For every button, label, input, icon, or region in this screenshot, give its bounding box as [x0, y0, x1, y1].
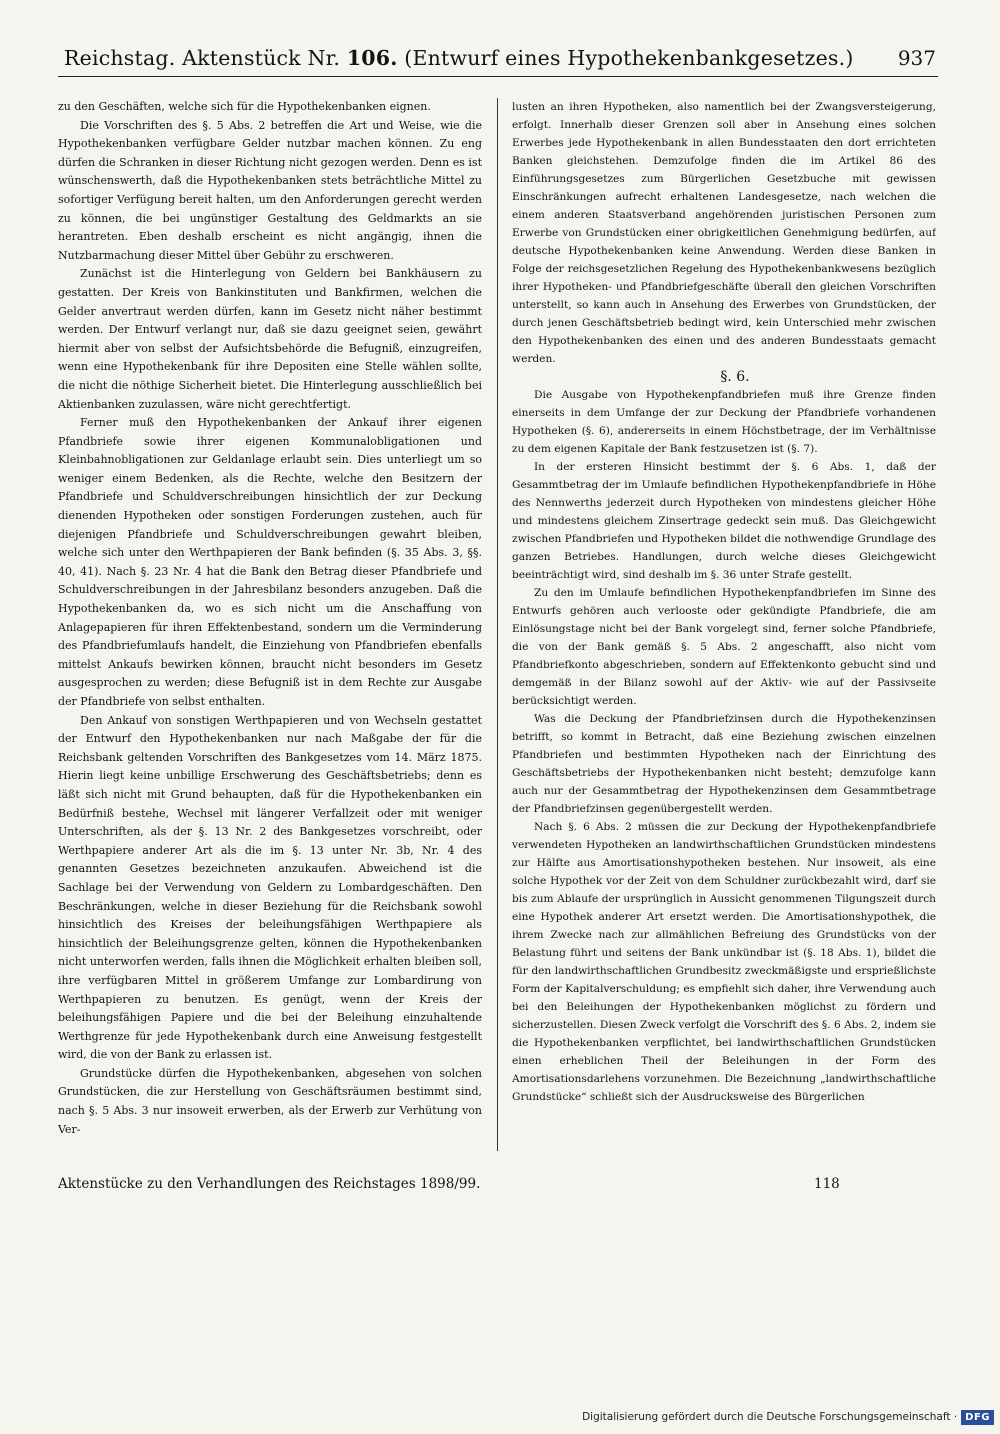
paragraph: Die Vorschriften des §. 5 Abs. 2 betreffen die Art und Weise, wie die Hypothekenbanken verfügbare Gelder nutzbar machen können. Zu eng dürfen die Schranken in dieser Richtung nicht gezogen werden. Denn es ist wünschenswerth, daß die Hypothekenbanken stets beträchtliche Mittel zu sofortiger Verfügung bereit halten, um den Anforderungen gerecht werden zu können, die bei ungünstiger Gestaltung des Geldmarkts an sie herantreten. Eben deshalb erscheint es nicht angängig, ihnen die Nutzbarmachung dieser Mittel über Gebühr zu erschweren. [58, 118, 482, 262]
paragraph: Was die Deckung der Pfandbriefzinsen durch die Hypothekenzinsen betrifft, so kommt in Betracht, daß eine Beziehung zwischen einzelnen Pfandbriefen und bestimmten Hypotheken nach der Einrichtung des Geschäftsbetriebs der Hypothekenbanken nicht besteht; demzufolge kann auch nur der Gesammtbetrag der Hypothekenzinsen dem Gesammtbetrage der Pfandbriefzinsen gegenübergestellt werden. [512, 713, 936, 815]
paragraph: Grundstücke dürfen die Hypothekenbanken, abgesehen von solchen Grundstücken, die zur Herstellung von Geschäftsräumen bestimmt sind, nach §. 5 Abs. 3 nur insoweit erwerben, als der Erwerb zur Verhütung von Ver- [58, 1066, 482, 1136]
running-head-subtitle: (Entwurf eines Hypothekenbankgesetzes.) [397, 46, 854, 70]
running-head [64, 46, 854, 70]
paragraph: In der ersteren Hinsicht bestimmt der §. 6 Abs. 1, daß der Gesammtbetrag der im Umlaufe befindlichen Hypothekenpfandbriefe in Höhe des Nennwerths jederzeit durch Hypotheken von mindestens gleicher Höhe und mindestens gleichem Zinsertrage gedeckt sein muß. Das Gleichgewicht zwischen Pfandbriefen und Hypotheken bildet die nothwendige Grundlage des ganzen Betriebes. Handlungen, durch welche dieses Gleichgewicht beeinträchtigt wird, sind deshalb im §. 36 unter Strafe gestellt. [512, 461, 936, 581]
credit-text: Digitalisierung gefördert durch die Deutsche Forschungsgemeinschaft · [582, 1411, 958, 1423]
footer-source: Aktenstücke zu den Verhandlungen des Reichstages 1898/99. [58, 1176, 481, 1192]
right-column [512, 98, 936, 1151]
page-header [58, 40, 938, 77]
paragraph: Zunächst ist die Hinterlegung von Geldern bei Bankhäusern zu gestatten. Der Kreis von Bankinstituten und Bankfirmen, welchen die Gelder anvertraut werden dürfen, kann im Gesetz nicht näher bestimmt werden. Der Entwurf verlangt nur, daß sie dazu geeignet seien, gewährt hiermit aber von selbst der Aufsichtsbehörde die Befugniß, einzugreifen, wenn eine Hypothekenbank für ihre Depositen eine Stelle wählen sollte, die nicht die nöthige Sicherheit bietet. Die Hinterlegung ausschließlich bei Aktienbanken zuzulassen, wäre nicht gerechtfertigt. [58, 267, 482, 411]
paragraph: zu den Geschäften, welche sich für die Hypothekenbanken eignen. [58, 100, 431, 113]
paragraph: Ferner muß den Hypothekenbanken der Ankauf ihrer eigenen Pfandbriefe sowie ihrer eigenen Kommunalobligationen und Kleinbahnobligationen zur Geldanlage erlaubt sein. Dies unterliegt um so weniger einem Bedenken, als die Rechte, welche den Besitzern der Pfandbriefe und Schuldverschreibungen hinsichtlich der zur Deckung dienenden Hypotheken oder sonstigen Forderungen zustehen, auch für diejenigen Pfandbriefe und Schuldverschreibungen gewahrt bleiben, welche sich unter den Werthpapieren der Bank befinden (§. 35 Abs. 3, §§. 40, 41). Nach §. 23 Nr. 4 hat die Bank den Betrag dieser Pfandbriefe und Schuldverschreibungen in der Jahresbilanz besonders anzugeben. Daß die Hypothekenbanken da, wo es sich nicht um die Anschaffung von Anlagepapieren für ihren Effektenbestand, sondern um die Verminderung des Pfandbriefumlaufs handelt, die Einziehung von Pfandbriefen ebenfalls mittelst Ankaufs bewirken können, braucht nicht besonders im Gesetz ausgesprochen zu werden; diese Befugniß ist in dem Rechte zur Ausgabe der Pfandbriefe von selbst enthalten. [58, 416, 482, 708]
digitization-credit [582, 1406, 994, 1428]
paragraph: Zu den im Umlaufe befindlichen Hypothekenpfandbriefen im Sinne des Entwurfs gehören auch verlooste oder gekündigte Pfandbriefe, die am Einlösungstage nicht bei der Bank vorgelegt sind, ferner solche Pfandbriefe, die von der Bank gemäß §. 5 Abs. 2 angeschafft, also nicht vom Pfandbriefkonto abgeschrieben, sondern auf Effektenkonto gebucht sind und demgemäß in der Bilanz sowohl auf der Aktiv- wie auf der Passivseite berücksichtigt werden. [512, 587, 936, 707]
dfg-logo: DFG [961, 1410, 994, 1425]
left-column [58, 98, 482, 1151]
paragraph: Die Ausgabe von Hypothekenpfandbriefen muß ihre Grenze finden einerseits in dem Umfange der zur Deckung der Pfandbriefe vorhandenen Hypotheken (§. 6), andererseits in einem Höchstbetrage, der im Verhältnisse zu dem eigenen Kapitale der Bank festzusetzen ist (§. 7). [512, 389, 936, 455]
sheet-number: 118 [814, 1176, 840, 1192]
section-heading: §. 6. [720, 369, 750, 385]
paragraph: lusten an ihren Hypotheken, also namentlich bei der Zwangsversteigerung, erfolgt. Innerhalb dieser Grenzen soll aber in Ansehung eines solchen Erwerbes jede Hypothekenbank in allen Bundesstaaten den dort errichteten Banken gleichstehen. Demzufolge finden die im Artikel 86 des Einführungsgesetzes zum Bürgerlichen Gesetzbuche mit gewissen Einschränkungen aufrecht erhaltenen Landesgesetze, nach welchen die einem anderen Staatsverband angehörenden juristischen Personen zum Erwerbe von Grundstücken einer obrigkeitlichen Genehmigung bedürfen, auf deutsche Hypothekenbanken keine Anwendung. Werden diese Banken in Folge der reichsgesetzlichen Regelung des Hypothekenbankwesens bezüglich ihrer Hypotheken- und Pfandbriefgeschäfte überall den gleichen Vorschriften unterstellt, so kann auch in Ansehung des Erwerbes von Grundstücken, der durch jenen Geschäftsbetrieb bedingt wird, kein Unterschied mehr zwischen den Hypothekenbanken des einen und des anderen Bundesstaats gemacht werden. [512, 101, 936, 365]
paragraph: Nach §. 6 Abs. 2 müssen die zur Deckung der Hypothekenpfandbriefe verwendeten Hypotheken an landwirthschaftlichen Grundstücken mindestens zur Hälfte aus Amortisationshypotheken bestehen. Nur insoweit, als eine solche Hypothek vor der Zeit von dem Schuldner zurückbezahlt wird, darf sie bis zum Ablaufe der ursprünglich in Aussicht genommenen Tilgungszeit durch eine Hypothek anderer Art ersetzt werden. Die Amortisationshypothek, die ihrem Zwecke nach zur allmählichen Befreiung des Grundstücks von der Belastung führt und seitens der Bank unkündbar ist (§. 18 Abs. 1), bildet die für den landwirthschaftlichen Grundbesitz zweckmäßigste und ersprießlichste Form der Kapitalverschuldung; es empfiehlt sich daher, ihre Verwendung auch bei den Beleihungen der Hypothekenbanken möglichst zu fördern und sicherzustellen. Diesen Zweck verfolgt die Vorschrift des §. 6 Abs. 2, indem sie die Hypothekenbanken verpflichtet, bei landwirthschaftlichen Grundstücken einen erheblichen Theil der Beleihungen in der Form des Amortisationsdarlehens vorzunehmen. Die Bezeichnung „landwirthschaftliche Grundstücke“ schließt sich der Ausdrucksweise des Bürgerlichen [512, 821, 936, 1103]
page-number: 937 [897, 46, 936, 70]
column-divider [497, 98, 498, 1151]
document-number: 106. [346, 46, 398, 70]
page-footer [58, 1176, 938, 1200]
running-head-prefix: Reichstag. Aktenstück Nr. [64, 46, 347, 70]
paragraph: Den Ankauf von sonstigen Werthpapieren und von Wechseln gestattet der Entwurf den Hypothekenbanken nur nach Maßgabe der für die Reichsbank geltenden Vorschriften des Bankgesetzes vom 14. März 1875. Hierin liegt keine unbillige Erschwerung des Geschäftsbetriebs; denn es läßt sich nicht mit Grund behaupten, daß für die Hypothekenbanken ein Bedürfniß bestehe, Wechsel mit längerer Verfallzeit oder mit weniger Unterschriften, als der §. 13 Nr. 2 des Bankgesetzes vorschreibt, oder Werthpapiere anderer Art als die im §. 13 unter Nr. 3b, Nr. 4 des genannten Gesetzes bezeichneten anzukaufen. Abweichend ist die Sachlage bei der Verwendung von Geldern zu Lombardgeschäften. Den Beschränkungen, welche in dieser Beziehung für die Reichsbank sowohl hinsichtlich des Kreises der beleihungsfähigen Werthpapiere als hinsichtlich der Beleihungsgrenze gelten, können die Hypothekenbanken nicht unterworfen werden, falls ihnen die Möglichkeit erhalten bleiben soll, ihre verfügbaren Mittel in größerem Umfange zur Lombardirung von Werthpapieren zu benutzen. Es genügt, wenn der Kreis der beleihungsfähigen Papiere und die bei der Beleihung einzuhaltende Werthgrenze für jede Hypothekenbank durch eine Anweisung festgestellt wird, die von der Bank zu erlassen ist. [58, 713, 482, 1062]
